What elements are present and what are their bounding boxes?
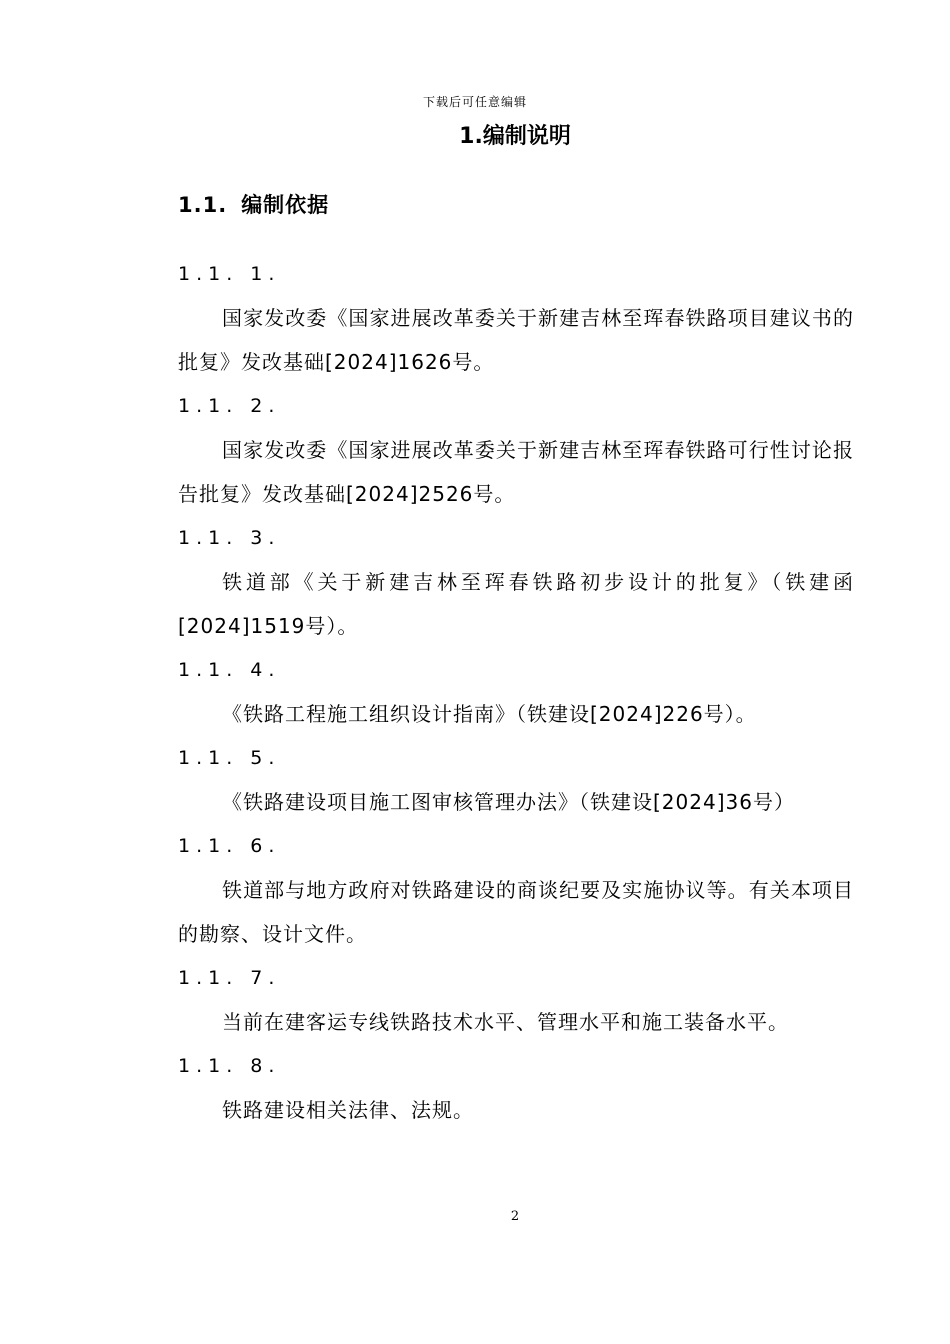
basis-list (178, 252, 854, 1132)
section-title: 编制依据 (241, 193, 330, 217)
item-text: 铁道部与地方政府对铁路建设的商谈纪要及实施协议等。有关本项目的勘察、设计文件。 (178, 878, 854, 946)
chapter-title: 1.编制说明 (459, 124, 571, 149)
item-text: 《铁路建设项目施工图审核管理办法》（铁建设[2024]36号） (222, 790, 795, 814)
item-text: 当前在建客运专线铁路技术水平、管理水平和施工装备水平。 (222, 1010, 789, 1034)
basis-item (178, 1044, 854, 1132)
item-number: 1.1. 2. (178, 395, 281, 417)
basis-item (178, 824, 854, 956)
page-number: 2 (510, 1209, 520, 1224)
basis-item (178, 252, 854, 384)
item-number: 1.1. 4. (178, 659, 281, 681)
section-number: 1.1. (178, 193, 228, 217)
item-text: 铁路建设相关法律、法规。 (222, 1098, 474, 1122)
item-number: 1.1. 3. (178, 527, 281, 549)
item-number: 1.1. 8. (178, 1055, 281, 1077)
basis-item (178, 648, 854, 736)
item-number: 1.1. 6. (178, 835, 281, 857)
basis-item (178, 384, 854, 516)
item-text: 国家发改委《国家进展改革委关于新建吉林至珲春铁路可行性讨论报告批复》发改基础[2024]2526号。 (178, 438, 854, 506)
basis-item (178, 956, 854, 1044)
item-number: 1.1. 5. (178, 747, 281, 769)
item-text: 铁道部《关于新建吉林至珲春铁路初步设计的批复》（铁建函[2024]1519号）。 (178, 570, 854, 638)
item-number: 1.1. 7. (178, 967, 281, 989)
section-heading (178, 190, 329, 220)
item-text: 《铁路工程施工组织设计指南》（铁建设[2024]226号）。 (222, 702, 757, 726)
item-text: 国家发改委《国家进展改革委关于新建吉林至珲春铁路项目建议书的批复》发改基础[2024]1626号。 (178, 306, 854, 374)
header-note: 下载后可任意编辑 (422, 95, 527, 109)
item-number: 1.1. 1. (178, 263, 281, 285)
basis-item (178, 736, 854, 824)
basis-item (178, 516, 854, 648)
